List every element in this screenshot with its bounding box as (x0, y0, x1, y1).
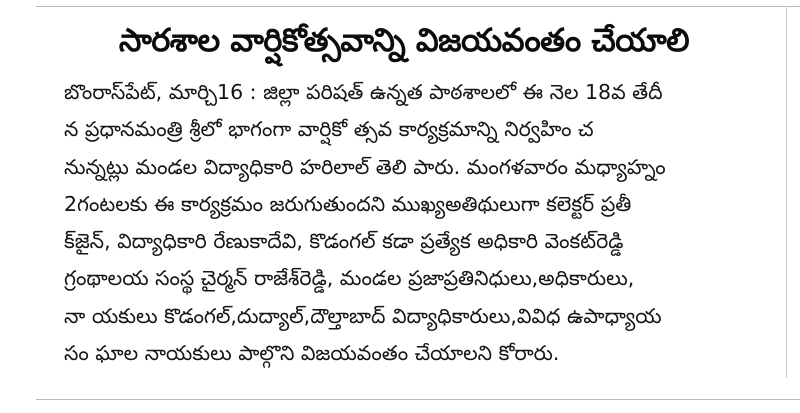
top-rule (36, 6, 800, 7)
article-line-7: నా యకులు కొడంగల్,దుద్యాల్,దౌల్తాబాద్ విద్యాధికారులు,వివిధ ఉపాధ్యాయ (64, 303, 662, 328)
article-line-3: నున్నట్లు మండల విద్యాధికారి హరిలాల్ తెలి పారు. మంగళవారం మధ్యాహ్నం (64, 154, 666, 179)
article-line-2: న ప్రధానమంత్రి శ్రీలో భాగంగా వార్షికో త్సవ కార్యక్రమాన్ని నిర్వహిం చ (64, 117, 594, 142)
article-headline: సారశాల వార్షికోత్సవాన్ని విజయవంతం చేయాలి (118, 21, 690, 59)
bottom-rule (36, 399, 800, 400)
article-line-5: క్‌జైన్, విద్యాధికారి రేణుకాదేవి, కొడంగల్ కడా ప్రత్యేక అధికారి వెంకట్‌రెడ్డి (64, 229, 624, 254)
article-line-8: సం ఘాల నాయకులు పాల్గొని విజయవంతం చేయాలని కోరారు. (64, 341, 560, 366)
article-line-1: బొంరాస్‌పేట్, మార్చి16 : జిల్లా పరిషత్ ఉన్నత పాఠశాలలో ఈ నెల 18వ తేదీ (64, 80, 663, 104)
right-column-rule (786, 6, 787, 378)
article-line-6: గ్రంథాలయ సంస్థ చైర్మన్ రాజేశ్‌రెడ్డి, మండల ప్రజాప్రతినిధులు,అధికారులు, (64, 266, 635, 291)
article-line-4: 2గంటలకు ఈ కార్యక్రమం జరుగుతుందని ముఖ్యఅతిథులుగా కలెక్టర్ ప్రతీ (64, 191, 632, 216)
article-body (64, 74, 772, 372)
